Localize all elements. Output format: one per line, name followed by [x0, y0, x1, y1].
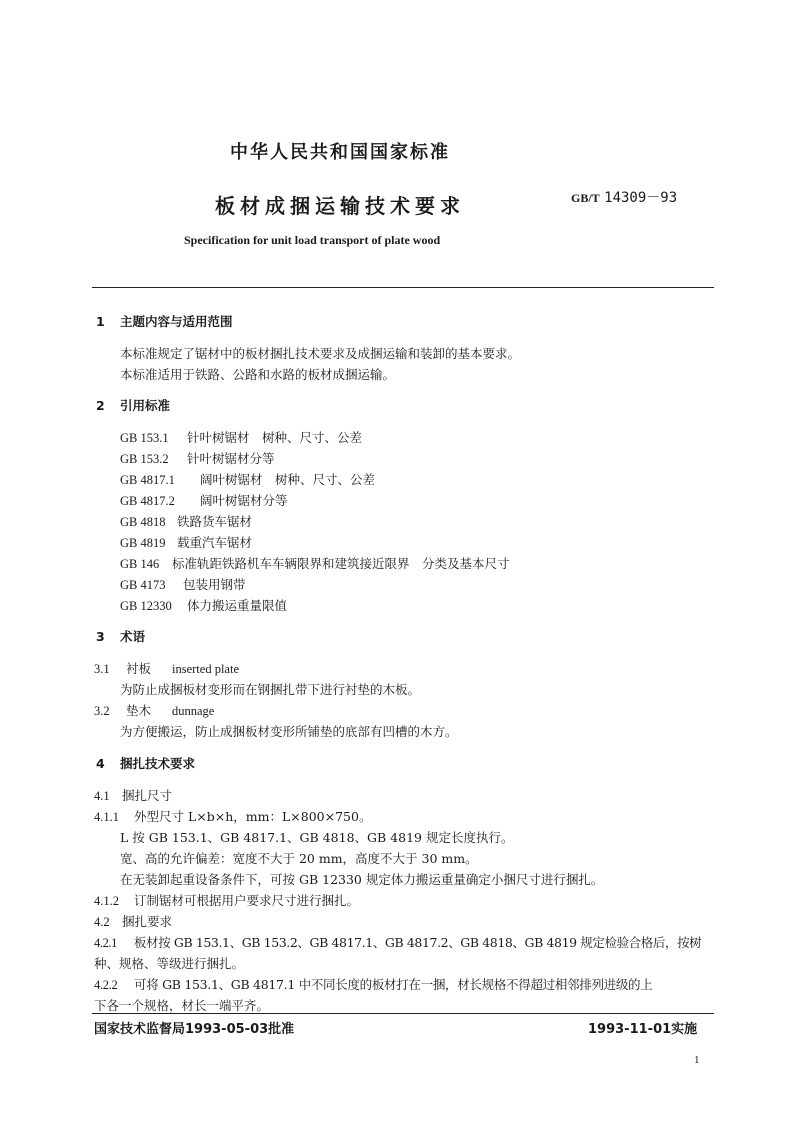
- standard-prefix: GB/T: [571, 191, 600, 205]
- implementation-date: 1993-11-01实施: [588, 1022, 698, 1037]
- clause-4-2-2: [94, 975, 652, 993]
- clause-number: 4.2: [94, 915, 110, 929]
- paragraph: 种、规格、等级进行捆扎。: [94, 956, 245, 971]
- reference-title: 包装用钢带: [183, 577, 246, 592]
- reference-item: [120, 470, 375, 488]
- section-number: 3: [96, 629, 105, 644]
- reference-title: 铁路货车锯材: [177, 514, 253, 529]
- reference-title: 标准轨距铁路机车车辆限界和建筑接近限界 分类及基本尺寸: [172, 556, 510, 571]
- clause-text: 捆扎尺寸: [122, 788, 173, 803]
- section-3-heading: [96, 627, 145, 645]
- header-divider: [92, 287, 714, 288]
- term-en: inserted plate: [172, 662, 239, 676]
- clause-text: 可将 GB 153.1、GB 4817.1 中不同长度的板材打在一捆，材长规格不得超过相邻排列进级的上: [134, 977, 653, 992]
- reference-item: [120, 596, 287, 614]
- standard-number: [571, 187, 677, 207]
- national-standard-heading: 中华人民共和国国家标准: [230, 142, 450, 163]
- clause-4-1-1: [94, 807, 371, 825]
- footer-divider: [92, 1013, 714, 1014]
- clause-text: 捆扎要求: [122, 914, 173, 929]
- clause-4-2-1: [94, 933, 701, 951]
- clause-number: 4.1: [94, 789, 110, 803]
- paragraph: 宽、高的允许偏差：宽度不大于 20 mm，高度不大于 30 mm。: [120, 851, 478, 866]
- reference-title: 针叶树锯材分等: [187, 451, 275, 466]
- term-cn: 衬板: [126, 661, 152, 676]
- term-definition: 为防止成捆板材变形而在钢捆扎带下进行衬垫的木板。: [120, 682, 421, 697]
- term-en: dunnage: [172, 704, 215, 718]
- reference-code: GB 4819: [120, 536, 166, 550]
- reference-item: [120, 575, 246, 593]
- clause-number: 4.1.2: [94, 894, 119, 908]
- english-title: Specification for unit load transport of plate wood: [184, 233, 441, 247]
- clause-4-2: [94, 912, 172, 930]
- clause-number: 3.1: [94, 662, 110, 676]
- approval-line: 国家技术监督局1993-05-03批准: [94, 1022, 295, 1037]
- reference-title: 阔叶树锯材 树种、尺寸、公差: [200, 472, 376, 487]
- clause-4-1: [94, 786, 172, 804]
- section-title: 引用标准: [120, 398, 171, 413]
- section-title: 主题内容与适用范围: [120, 314, 233, 329]
- reference-title: 体力搬运重量限值: [187, 598, 288, 613]
- term-3-1: [94, 659, 239, 677]
- reference-item: [120, 449, 275, 467]
- reference-item: [120, 491, 288, 509]
- section-1-heading: [96, 312, 233, 330]
- standard-code: 14309－93: [604, 190, 678, 206]
- clause-text: 外型尺寸 L×b×h，mm：L×800×750。: [134, 809, 372, 824]
- page-number: 1: [694, 1054, 700, 1066]
- reference-title: 针叶树锯材 树种、尺寸、公差: [187, 430, 363, 445]
- clause-number: 3.2: [94, 704, 110, 718]
- paragraph: 下各一个规格，材长一端平齐。: [94, 998, 270, 1013]
- paragraph: 本标准适用于铁路、公路和水路的板材成捆运输。: [120, 367, 396, 382]
- reference-code: GB 153.2: [120, 452, 169, 466]
- section-title: 捆扎技术要求: [120, 756, 196, 771]
- reference-item: [120, 533, 252, 551]
- section-number: 2: [96, 398, 105, 413]
- section-title: 术语: [120, 629, 146, 644]
- term-cn: 垫木: [126, 703, 152, 718]
- section-2-heading: [96, 396, 170, 414]
- section-number: 4: [96, 756, 105, 771]
- clause-number: 4.1.1: [94, 810, 119, 824]
- clause-text: 订制锯材可根据用户要求尺寸进行捆扎。: [134, 893, 360, 908]
- reference-item: [120, 428, 362, 446]
- reference-title: 阔叶树锯材分等: [200, 493, 288, 508]
- paragraph: L 按 GB 153.1、GB 4817.1、GB 4818、GB 4819 规定长度执行。: [120, 830, 514, 845]
- document-title: 板材成捆运输技术要求: [215, 194, 465, 218]
- reference-title: 载重汽车锯材: [177, 535, 253, 550]
- reference-code: GB 4818: [120, 515, 166, 529]
- reference-code: GB 4173: [120, 578, 166, 592]
- clause-4-1-2: [94, 891, 359, 909]
- paragraph: 本标准规定了锯材中的板材捆扎技术要求及成捆运输和装卸的基本要求。: [120, 346, 521, 361]
- reference-code: GB 4817.1: [120, 473, 175, 487]
- reference-code: GB 4817.2: [120, 494, 175, 508]
- section-4-heading: [96, 754, 195, 772]
- term-definition: 为方便搬运，防止成捆板材变形所铺垫的底部有凹槽的木方。: [120, 724, 458, 739]
- reference-item: [120, 554, 510, 572]
- term-3-2: [94, 701, 214, 719]
- reference-item: [120, 512, 252, 530]
- section-number: 1: [96, 314, 105, 329]
- reference-code: GB 153.1: [120, 431, 169, 445]
- reference-code: GB 12330: [120, 599, 172, 613]
- clause-number: 4.2.1: [94, 936, 118, 950]
- reference-code: GB 146: [120, 557, 160, 571]
- paragraph: 在无装卸起重设备条件下，可按 GB 12330 规定体力搬运重量确定小捆尺寸进行捆扎。: [120, 872, 604, 887]
- clause-text: 板材按 GB 153.1、GB 153.2、GB 4817.1、GB 4817.2、GB 4818、GB 4819 规定检验合格后，按树: [134, 935, 702, 950]
- clause-number: 4.2.2: [94, 978, 118, 992]
